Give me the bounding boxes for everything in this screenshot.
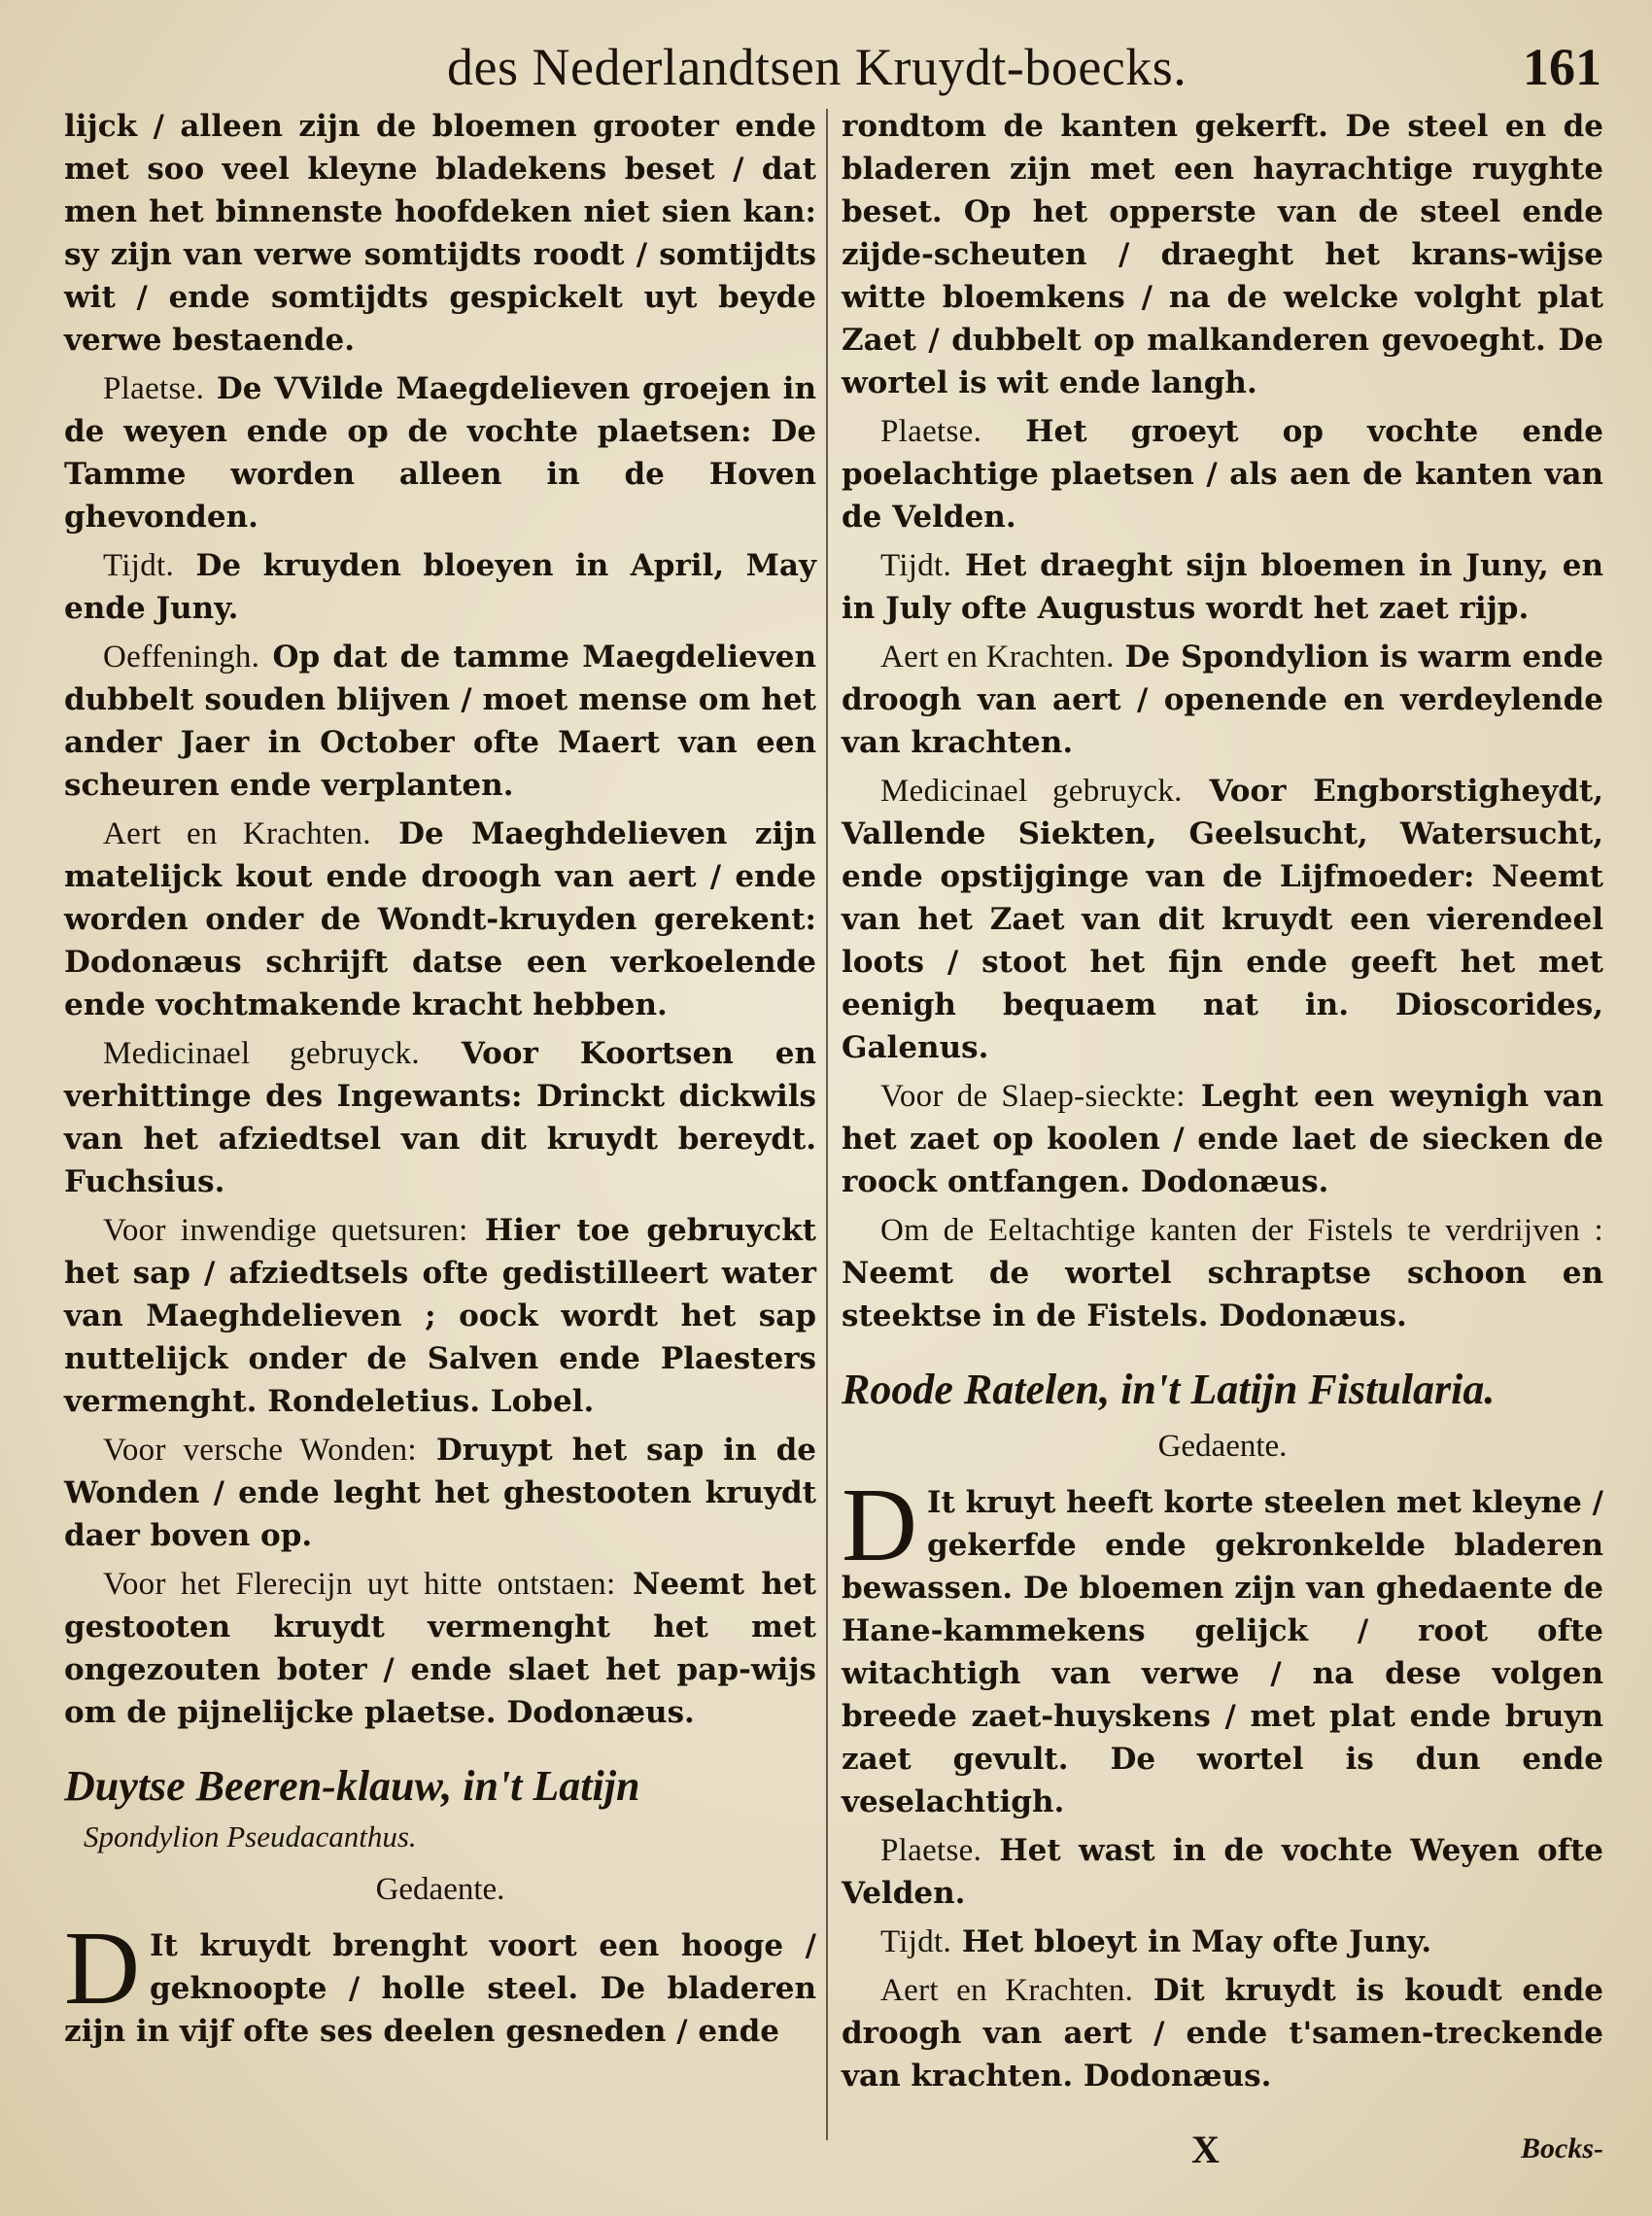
- section-label: Aert en Krachten.: [880, 1973, 1134, 2008]
- section-text: Het groeyt op vochte ende poelachtige plaetsen / als aen de kanten van de Velden.: [842, 414, 1604, 535]
- section-text: De kruyden bloeyen in April, May ende Juny.: [64, 548, 816, 626]
- paragraph-tijdt-2: [842, 1921, 1603, 1963]
- paragraph-tijdt: [64, 544, 816, 630]
- left-column: [64, 105, 816, 2059]
- section-text: It kruydt brenght voort een hooge / geknoopte / holle steel. De bladeren zijn in vijf ofte ses deelen gesneden / ende: [64, 1928, 816, 2049]
- gedaente-title: Gedaente.: [1157, 1429, 1288, 1464]
- drop-cap: D: [842, 1468, 917, 1583]
- section-label: Om de Eeltachtige kanten der Fistels te verdrijven :: [880, 1213, 1603, 1248]
- section-label: Medicinael gebruyck.: [103, 1036, 420, 1071]
- section-label: Voor de Slaep-sieckte:: [880, 1079, 1186, 1114]
- section-label: Tijdt.: [880, 1924, 952, 1959]
- section-label: Voor het Flerecijn uyt hitte ontstaen:: [103, 1567, 616, 1602]
- section-label: Tijdt.: [880, 548, 952, 583]
- section-label: Oeffeningh.: [103, 640, 260, 675]
- catchword: Bocks-: [1521, 2132, 1603, 2164]
- paragraph-fistel: [842, 1209, 1603, 1337]
- section-heading-beeren-klauw: Duytse Beeren-klauw, in't Latijn: [64, 1762, 640, 1810]
- section-text: Neemt de wortel schraptse schoon en steektse in de Fistels. Dodonæus.: [842, 1256, 1603, 1333]
- section-label: Aert en Krachten.: [103, 816, 371, 851]
- right-column: [842, 105, 1603, 2103]
- paragraph-plaetse: [842, 410, 1603, 538]
- section-label: Aert en Krachten.: [880, 640, 1115, 675]
- paragraph-tijdt: [842, 544, 1603, 630]
- running-title: des Nederlandtsen Kruydt-boecks.: [447, 38, 1187, 96]
- column-divider: [826, 109, 828, 2140]
- section-text: It kruyt heeft korte steelen met kleyne / gekerfde ende gekronkelde bladeren bewassen. De bloemen zijn van ghedaente de Hane-kammekens gelijck / root ofte witachtigh van verwe / na dese volgen breede zaet-huyskens / met plat ende bruyn zaet gevult. De wortel is dun ende veselachtigh.: [842, 1485, 1603, 1819]
- section-text: De VVilde Maegdelieven groejen in de weyen ende op de vochte plaetsen: De Tamme worden alleen in de Hoven ghevonden.: [64, 371, 816, 535]
- page-number: 161: [1523, 38, 1601, 96]
- section-text: Dit kruydt is koudt ende droogh van aert / ende t'samen-treckende van krachten. Dodonæus.: [842, 1973, 1603, 2094]
- paragraph-aert-2: [842, 1969, 1603, 2097]
- section-label: Plaetse.: [880, 414, 982, 449]
- section-text: Op dat de tamme Maegdelieven dubbelt souden blijven / moet mense om het ander Jaer in October ofte Maert van een scheuren ende verplanten.: [64, 640, 817, 803]
- section-text: Het wast in de vochte Weyen ofte Velden.: [842, 1833, 1603, 1911]
- paragraph-flerecijn: [64, 1563, 816, 1734]
- paragraph-aert: [64, 813, 816, 1026]
- gedaente-title: Gedaente.: [375, 1872, 505, 1907]
- section-text: De Maeghdelieven zijn matelijck kout ende droogh van aert / ende worden onder de Wondt-kruyden gerekent: Dodonæus schrijft datse een verkoelende ende vochtmakende kracht hebben.: [64, 816, 816, 1022]
- section-label: Medicinael gebruyck.: [880, 774, 1183, 809]
- section-label: Plaetse.: [880, 1833, 982, 1868]
- section-text: De Spondylion is warm ende droogh van aert / openende en verdeylende van krachten.: [842, 640, 1603, 760]
- paragraph-intro-right: rondtom de kanten gekerft. De steel en de bladeren zijn met een hayrachtige ruyghte beset. Op het opperste van de steel ende zijde-scheuten / draeght het krans-wijse witte bloemkens / na de welcke volght plat Zaet / dubbelt op malkanderen gevoeght. De wortel is wit ende langh.: [842, 109, 1603, 400]
- paragraph-slaep: [842, 1075, 1603, 1203]
- page-header: [0, 27, 1652, 105]
- section-label: Voor versche Wonden:: [103, 1433, 417, 1468]
- section-heading-roode-ratelen: Roode Ratelen, in't Latijn Fistularia.: [842, 1366, 1496, 1413]
- section-text: Neemt het gestooten kruydt vermenght het met ongezouten boter / ende slaet het pap-wijs om de pijnelijcke plaetse. Dodonæus.: [64, 1567, 816, 1730]
- paragraph-plaetse-2: [842, 1829, 1603, 1915]
- section-text: Het bloeyt in May ofte Juny.: [961, 1924, 1432, 1959]
- paragraph-oeffeningh: [64, 636, 816, 807]
- paragraph-gedaente-left: [64, 1911, 816, 2053]
- paragraph-intro-left: lijck / alleen zijn de bloemen grooter ende met soo veel kleyne bladekens beset / dat men het binnenste hoofdeken niet sien kan: sy zijn van verwe somtijdts roodt / somtijdts wit / ende somtijdts gespickelt uyt beyde verwe bestaende.: [64, 109, 816, 358]
- section-label: Plaetse.: [103, 371, 205, 406]
- paragraph-quetsuren: [64, 1209, 816, 1423]
- page-footer: [842, 2127, 1603, 2185]
- section-text: Druypt het sap in de Wonden / ende leght het ghestooten kruydt daer boven op.: [64, 1433, 816, 1553]
- drop-cap: D: [64, 1911, 140, 2026]
- paragraph-plaetse: [64, 367, 816, 538]
- paragraph-gedaente-right: [842, 1468, 1603, 1823]
- section-label: Tijdt.: [103, 548, 175, 583]
- section-text: Hier toe gebruyckt het sap / afziedtsels ofte gedistilleert water van Maeghdelieven ; oock wordt het sap nuttelijck onder de Salven ende Plaesters vermenght. Rondeletius. Lobel.: [64, 1213, 817, 1419]
- section-text: Leght een weynigh van het zaet op koolen / ende laet de siecken de roock ontfangen. Dodonæus.: [842, 1079, 1603, 1199]
- section-text: Voor Koortsen en verhittinge des Ingewants: Drinckt dickwils van het afziedtsel van dit kruydt bereydt. Fuchsius.: [64, 1036, 816, 1199]
- section-text: Het draeght sijn bloemen in Juny, en in July ofte Augustus wordt het zaet rijp.: [842, 548, 1603, 626]
- signature-mark: X: [1191, 2128, 1220, 2171]
- paragraph-wonden: [64, 1429, 816, 1557]
- section-text: Voor Engborstigheydt, Vallende Siekten, Geelsucht, Watersucht, ende opstijginge van de Lijfmoeder: Neemt van het Zaet van dit kruydt een vierendeel loots / stoot het fijn ende geeft het met eenigh bequaem nat in. Dioscorides, Galenus.: [842, 774, 1604, 1065]
- paragraph-medicinael: [842, 770, 1603, 1069]
- paragraph-medicinael: [64, 1032, 816, 1203]
- section-subheading: Spondylion Pseudacanthus.: [84, 1819, 417, 1853]
- section-label: Voor inwendige quetsuren:: [103, 1213, 468, 1248]
- paragraph-aert: [842, 636, 1603, 764]
